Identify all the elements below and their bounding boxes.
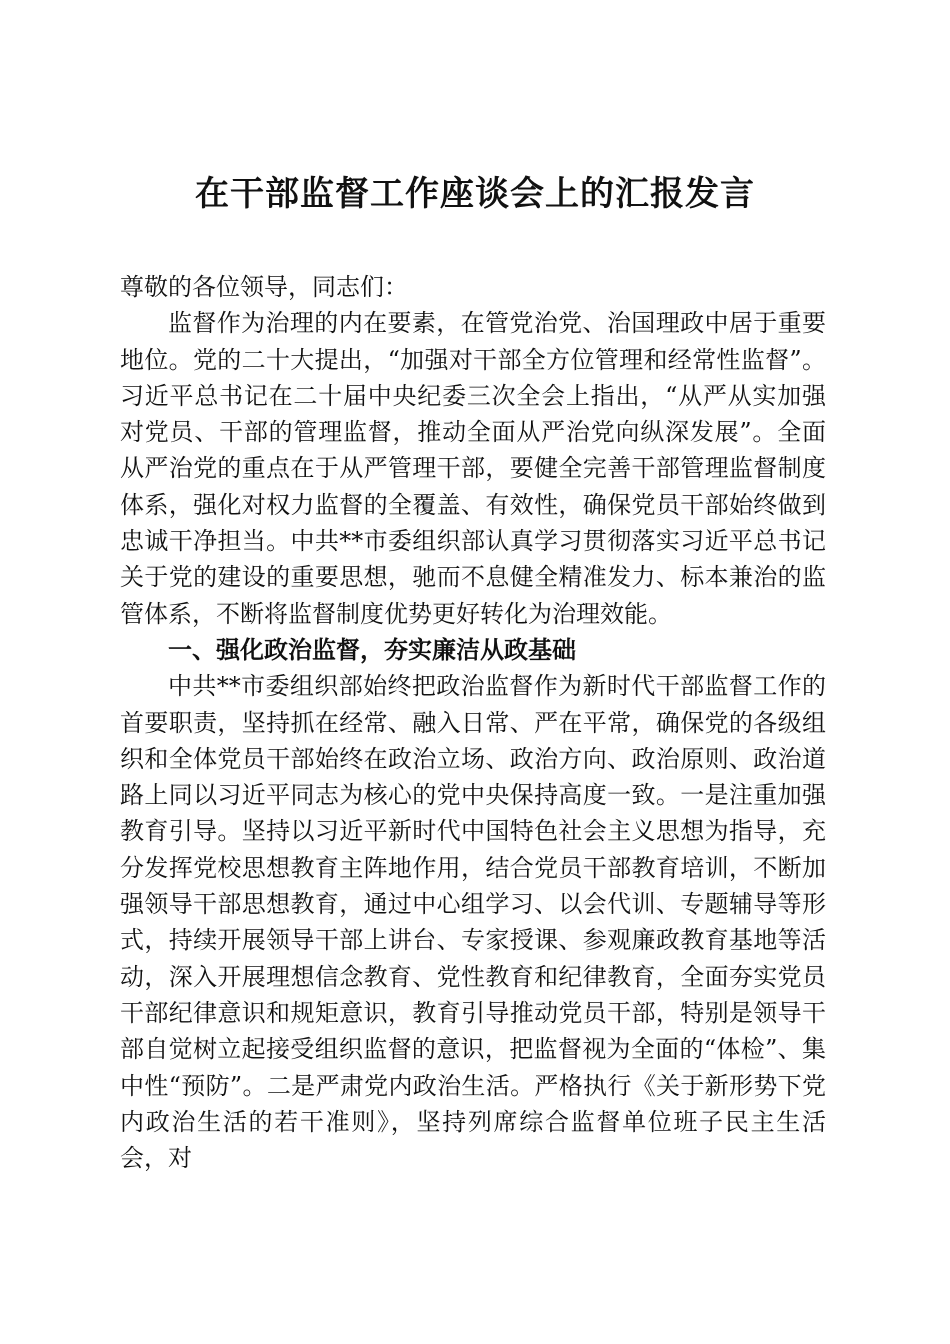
salutation: 尊敬的各位领导，同志们： bbox=[120, 273, 408, 301]
document-title: 在干部监督工作座谈会上的汇报发言 bbox=[195, 174, 755, 214]
document-body bbox=[120, 269, 826, 1176]
section-one-heading: 一、强化政治监督，夯实廉洁从政基础 bbox=[168, 635, 576, 664]
intro-paragraph: 监督作为治理的内在要素，在管党治党、治国理政中居于重要地位。党的二十大提出，“加强对干部全方位管理和经常性监督”。习近平总书记在二十届中央纪委三次全会上指出，“从严从实加强对党员、干部的管理监督，推动全面从严治党向纵深发展”。全面从严治党的重点在于从严管理干部，要健全完善干部管理监督制度体系，强化对权力监督的全覆盖、有效性，确保党员干部始终做到忠诚干净担当。中共**市委组织部认真学习贯彻落实习近平总书记关于党的建设的重要思想，驰而不息健全精准发力、标本兼治的监管体系，不断将监督制度优势更好转化为治理效能。 bbox=[120, 309, 826, 628]
section-one-paragraph: 中共**市委组织部始终把政治监督作为新时代干部监督工作的首要职责，坚持抓在经常、融入日常、严在平常，确保党的各级组织和全体党员干部始终在政治立场、政治方向、政治原则、政治道路上同以习近平同志为核心的党中央保持高度一致。一是注重加强教育引导。坚持以习近平新时代中国特色社会主义思想为指导，充分发挥党校思想教育主阵地作用，结合党员干部教育培训，不断加强领导干部思想教育，通过中心组学习、以会代训、专题辅导等形式，持续开展领导干部上讲台、专家授课、参观廉政教育基地等活动，深入开展理想信念教育、党性教育和纪律教育，全面夯实党员干部纪律意识和规矩意识，教育引导推动党员干部，特别是领导干部自觉树立起接受组织监督的意识，把监督视为全面的“体检”、集中性“预防”。二是严肃党内政治生活。严格执行《关于新形势下党内政治生活的若干准则》，坚持列席综合监督单位班子民主生活会，对 bbox=[120, 672, 826, 1173]
